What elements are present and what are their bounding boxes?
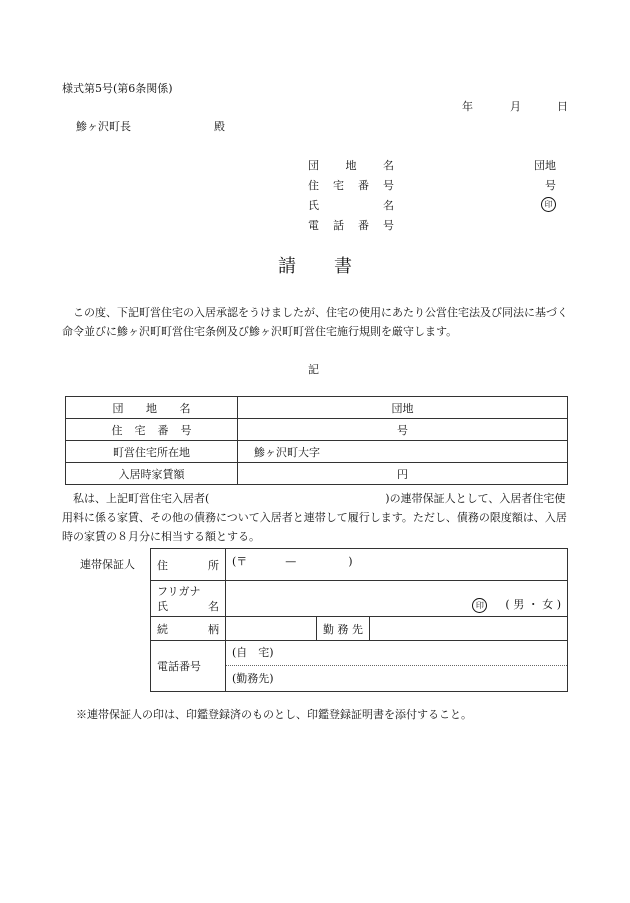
addressee-honorific: 殿	[214, 120, 225, 133]
applicant-row[interactable]	[308, 217, 568, 233]
record-value[interactable]: 団地	[238, 397, 568, 419]
guarantee-text-2: )の連帯保証人として、入居者住宅使用料に係る家賃、その他の債務について入居者と連帯して履行します。ただし、債務の限度額は、入居時の家賃の８月分に相当する額とする。	[62, 492, 567, 543]
guarantor-heading: 連帯保証人	[80, 558, 135, 571]
address-field[interactable]	[226, 549, 568, 581]
applicant-label: 電 話 番 号	[308, 219, 394, 232]
postal-close: )	[348, 555, 353, 568]
name-label: フリガナ 氏 名	[151, 581, 226, 617]
record-value[interactable]: 号	[238, 419, 568, 441]
home-phone-field[interactable]: (自 宅)	[226, 641, 567, 666]
guarantor-seal-mark: 印	[472, 598, 487, 613]
record-value[interactable]: 鯵ヶ沢町大字	[238, 441, 568, 463]
record-label: 団 地 名	[66, 397, 238, 419]
record-label: 住 宅 番 号	[66, 419, 238, 441]
guarantor-table	[150, 548, 568, 692]
date-month: 月	[510, 100, 521, 113]
applicant-row[interactable]	[308, 157, 568, 173]
record-value[interactable]: 円	[238, 463, 568, 485]
relation-field[interactable]	[226, 617, 317, 641]
applicant-row[interactable]	[308, 177, 568, 193]
date-year: 年	[462, 100, 473, 113]
guarantee-text-1: 私は、上記町営住宅入居者(	[73, 492, 210, 505]
postal-dash: —	[285, 555, 297, 568]
workplace-field[interactable]	[370, 617, 568, 641]
gender-choice[interactable]: ( 男 ・ 女 )	[505, 598, 561, 611]
record-table	[65, 396, 568, 485]
guarantee-paragraph	[62, 489, 570, 546]
date-day: 日	[557, 100, 568, 113]
record-row	[66, 397, 568, 419]
record-label: 町営住宅所在地	[66, 441, 238, 463]
applicant-label: 氏 名	[308, 199, 394, 212]
workplace-label: 勤 務 先	[317, 617, 370, 641]
applicant-seal-mark: 印	[541, 197, 556, 212]
address-label: 住 所	[151, 549, 226, 581]
record-label: 入居時家賃額	[66, 463, 238, 485]
postal-open: (〒	[232, 555, 248, 568]
applicant-suffix: 団地	[534, 159, 556, 172]
applicant-label: 住 宅 番 号	[308, 179, 394, 192]
record-row	[66, 463, 568, 485]
work-phone-field[interactable]: (勤務先)	[232, 672, 274, 685]
addressee-name: 鯵ヶ沢町長	[76, 120, 131, 133]
relation-label: 続 柄	[151, 617, 226, 641]
title-char-1: 請	[278, 256, 296, 277]
form-number: 様式第5号(第6条関係)	[62, 82, 173, 95]
ki-heading: 記	[308, 363, 319, 376]
intro-paragraph: この度、下記町営住宅の入居承認をうけましたが、住宅の使用にあたり公営住宅法及び同法に基づく命令並びに鯵ヶ沢町町営住宅条例及び鯵ヶ沢町町営住宅施行規則を厳守します。	[62, 306, 568, 338]
title-char-2: 書	[334, 256, 352, 277]
phone-label: 電話番号	[151, 641, 226, 692]
applicant-row[interactable]	[308, 197, 568, 213]
record-row	[66, 419, 568, 441]
applicant-suffix: 号	[545, 179, 556, 192]
phone-field	[226, 641, 568, 692]
record-row	[66, 441, 568, 463]
applicant-label: 団 地 名	[308, 159, 394, 172]
note-text: ※連帯保証人の印は、印鑑登録済のものとし、印鑑登録証明書を添付すること。	[76, 708, 472, 721]
name-field[interactable]	[226, 581, 568, 617]
